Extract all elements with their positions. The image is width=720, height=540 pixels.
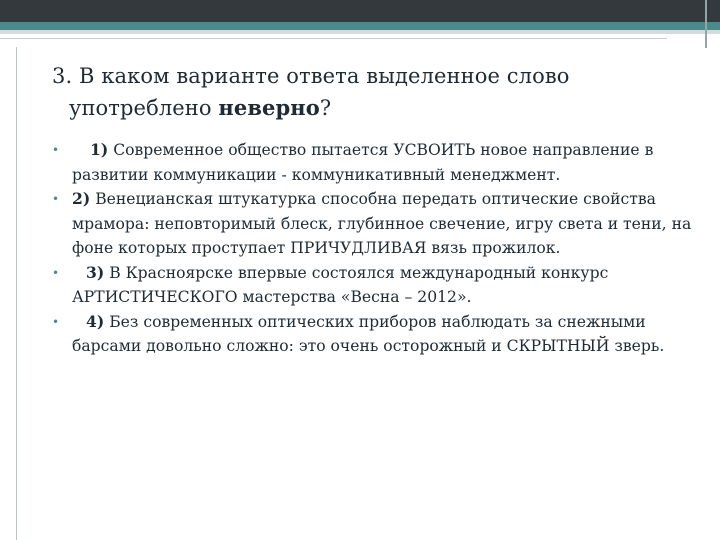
title-question-mark: ? bbox=[319, 96, 332, 120]
bullet-icon: • bbox=[52, 314, 60, 329]
title-emphasis: неверно bbox=[218, 95, 320, 120]
answer-item bbox=[52, 138, 692, 187]
answer-number: 2) bbox=[72, 189, 91, 208]
header-dark-band bbox=[0, 0, 720, 22]
slide-title bbox=[52, 60, 692, 124]
header-vertical-accent bbox=[705, 0, 707, 48]
answer-text: Венецианская штукатурка способна передать оптические свойства мрамора: неповторимый блеск, глубинное свечение, игру света и тени, на фоне которых проступает ПРИЧУДЛИВАЯ вязь прожилок. bbox=[72, 190, 692, 257]
header-light-band bbox=[0, 30, 720, 34]
bullet-icon: • bbox=[52, 143, 60, 157]
header-divider bbox=[0, 38, 667, 39]
answer-item bbox=[52, 261, 692, 310]
answer-text: В Красноярске впервые состоялся международный конкурс АРТИСТИЧЕСКОГО мастерства «Весна – 2012». bbox=[72, 263, 609, 306]
answer-number: 3) bbox=[86, 262, 105, 282]
answer-text: Современное общество пытается УСВОИТЬ новое направление в развитии коммуникации - коммуникативный менеджмент. bbox=[72, 141, 654, 184]
answer-item bbox=[52, 310, 692, 359]
header-accent-band bbox=[0, 22, 720, 30]
answer-text: Без современных оптических приборов наблюдать за снежными барсами довольно сложно: это очень осторожный и СКРЫТНЫЙ зверь. bbox=[72, 312, 665, 355]
bullet-icon: • bbox=[52, 192, 60, 206]
answer-number: 4) bbox=[86, 311, 105, 331]
title-text: употреблено bbox=[69, 96, 219, 120]
title-line-1: 3. В каком варианте ответа выделенное слово bbox=[52, 64, 570, 88]
bullet-icon: • bbox=[52, 265, 60, 280]
answer-item bbox=[52, 187, 692, 261]
left-rule bbox=[16, 47, 17, 540]
answer-number: 1) bbox=[90, 140, 109, 159]
title-line-2 bbox=[52, 92, 692, 124]
answer-list bbox=[52, 138, 692, 359]
